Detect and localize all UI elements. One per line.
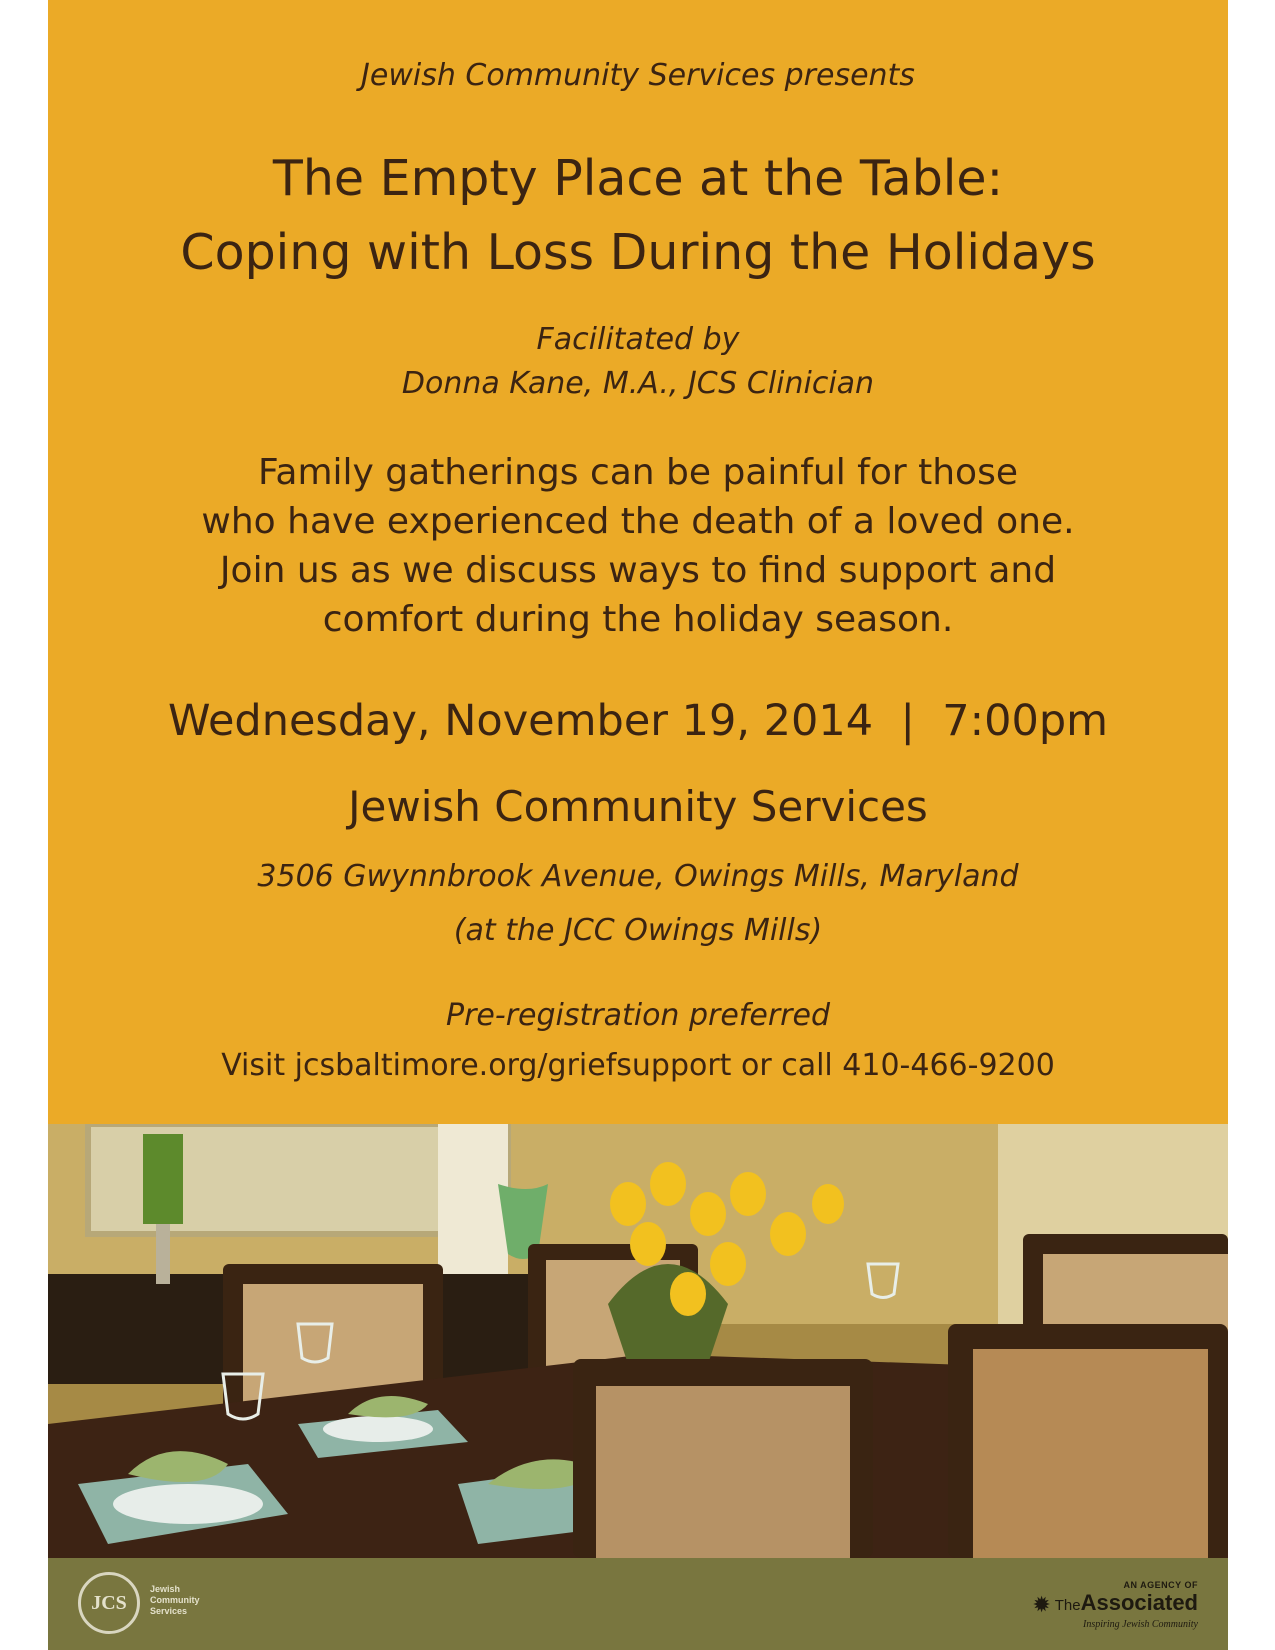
jcs-logo-icon: JCS	[78, 1572, 140, 1634]
event-date-time: Wednesday, November 19, 2014 | 7:00pm	[167, 696, 1109, 746]
event-flyer	[48, 0, 1228, 1650]
associated-wordmark	[938, 1590, 1198, 1619]
facilitated-by-label: Facilitated by	[536, 322, 740, 357]
venue-address-block	[48, 850, 1228, 958]
photo-tulip	[610, 1182, 646, 1226]
agency-of-label: AN AGENCY OF	[1123, 1580, 1198, 1590]
presenter-line: Jewish Community Services presents	[361, 58, 915, 93]
photo-tulip	[812, 1184, 844, 1224]
facilitator-block	[48, 318, 1228, 406]
event-title-line-2: Coping with Loss During the Holidays	[180, 224, 1096, 281]
venue-name: Jewish Community Services	[348, 782, 928, 831]
photo-plate	[113, 1484, 263, 1524]
associated-tagline: Inspiring Jewish Community	[1083, 1619, 1198, 1630]
jcs-logo	[78, 1572, 208, 1636]
associated-gear-icon: ✹	[1032, 1592, 1051, 1617]
photo-chair-front-cushion	[973, 1349, 1208, 1558]
jcs-logo-text-line: Services	[150, 1606, 188, 1616]
jcs-logo-text-line: Jewish	[150, 1584, 181, 1594]
jcs-logo-text	[150, 1584, 220, 1617]
associated-name: Associated	[1080, 1590, 1198, 1615]
description-line: Join us as we discuss ways to find support and	[219, 550, 1057, 591]
venue-address-note: (at the JCC Owings Mills)	[453, 913, 823, 948]
photo-candle-holder	[143, 1134, 183, 1224]
event-title	[48, 142, 1228, 290]
photo-plate	[323, 1416, 433, 1442]
description-line: comfort during the holiday season.	[322, 599, 954, 640]
photo-tulip	[770, 1212, 806, 1256]
photo-tulip	[650, 1162, 686, 1206]
photo-tulip	[670, 1272, 706, 1316]
contact-info: Visit jcsbaltimore.org/griefsupport or call 410-466-9200	[221, 1048, 1055, 1083]
photo-candle-stand	[156, 1224, 170, 1284]
event-title-line-1: The Empty Place at the Table:	[272, 150, 1004, 207]
dining-table-illustration	[48, 1124, 1228, 1558]
flyer-text-panel	[48, 0, 1228, 1124]
associated-logo	[938, 1580, 1198, 1636]
event-description	[48, 448, 1228, 644]
associated-the: The	[1054, 1597, 1081, 1614]
photo-chair-front-cushion	[596, 1386, 850, 1558]
flyer-footer	[48, 1558, 1228, 1650]
photo-tulip	[630, 1222, 666, 1266]
jcs-logo-text-line: Community	[150, 1595, 200, 1605]
photo-tulip	[690, 1192, 726, 1236]
description-line: who have experienced the death of a loved one.	[201, 501, 1075, 542]
photo-tulip	[710, 1242, 746, 1286]
preregistration-note: Pre-registration preferred	[445, 998, 830, 1033]
photo-tulip	[730, 1172, 766, 1216]
venue-address: 3506 Gwynnbrook Avenue, Owings Mills, Maryland	[257, 859, 1019, 894]
description-line: Family gatherings can be painful for those	[258, 452, 1018, 493]
facilitator-name: Donna Kane, M.A., JCS Clinician	[401, 366, 875, 401]
dining-table-photo	[48, 1124, 1228, 1558]
